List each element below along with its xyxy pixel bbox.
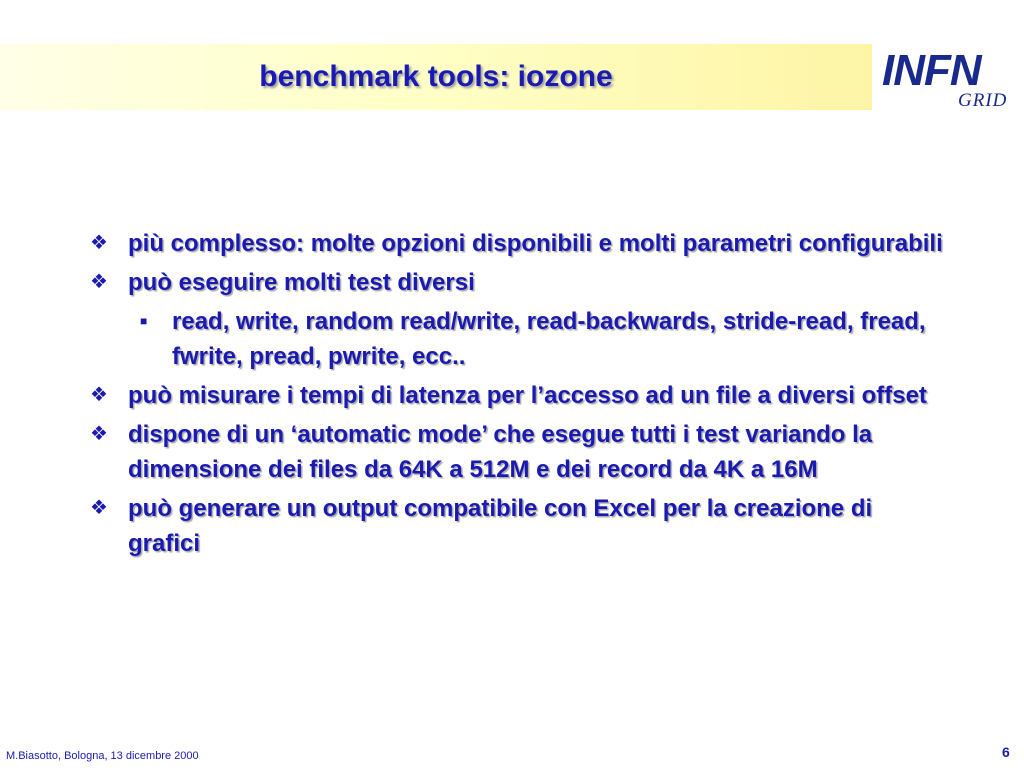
- slide-title: benchmark tools: iozone: [259, 60, 613, 93]
- bullet-list: [90, 226, 950, 565]
- bullet-text: dispone di un ‘automatic mode’ che esegue tutti i test variando la dimensione dei files da 64K a 512M e dei record da 4K a 16M: [128, 421, 873, 483]
- diamond-bullet-icon: ❖: [90, 497, 108, 519]
- title-band: [0, 44, 872, 110]
- logo-sub-text: GRID: [958, 90, 1008, 111]
- bullet-text: più complesso: molte opzioni disponibili e molti parametri configurabili: [128, 230, 943, 257]
- list-item: [90, 417, 950, 487]
- page-number: 6: [1002, 744, 1010, 760]
- diamond-bullet-icon: ❖: [90, 232, 108, 254]
- list-item: [90, 378, 950, 413]
- infn-grid-logo: [878, 44, 1020, 110]
- list-item: [90, 304, 950, 374]
- diamond-bullet-icon: ❖: [90, 384, 108, 406]
- bullet-text: può generare un output compatibile con Excel per la creazione di grafici: [128, 495, 873, 557]
- bullet-text: read, write, random read/write, read-backwards, stride-read, fread, fwrite, pread, pwrite, ecc..: [172, 308, 926, 370]
- bullet-text: può eseguire molti test diversi: [128, 269, 475, 296]
- list-item: [90, 265, 950, 300]
- list-item: [90, 491, 950, 561]
- diamond-bullet-icon: ❖: [90, 423, 108, 445]
- diamond-bullet-icon: ❖: [90, 271, 108, 293]
- list-item: [90, 226, 950, 261]
- square-bullet-icon: ■: [140, 314, 148, 328]
- bullet-text: può misurare i tempi di latenza per l’accesso ad un file a diversi offset: [128, 382, 927, 409]
- footer-author-date: M.Biasotto, Bologna, 13 dicembre 2000: [6, 750, 199, 762]
- logo-main-text: INFN: [882, 46, 981, 95]
